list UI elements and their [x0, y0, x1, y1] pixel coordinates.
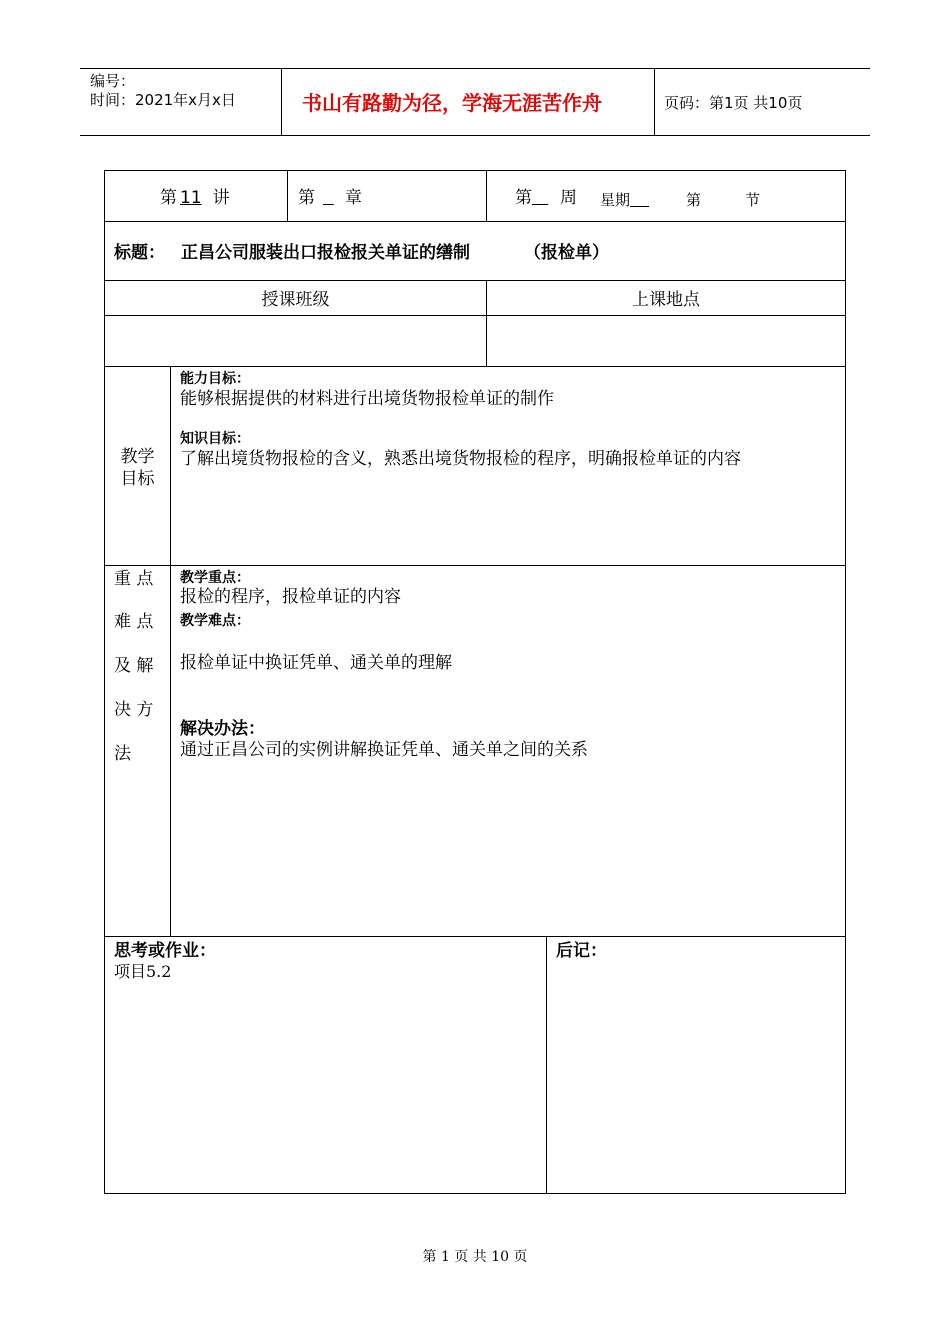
title-label: 标题： [114, 243, 165, 263]
col-sep-lecture-1 [287, 170, 288, 222]
postscript-label: 后记： [556, 941, 607, 961]
knowledge-label: 知识目标： [180, 431, 250, 447]
focus-text: 报检的程序，报检单证的内容 [180, 587, 401, 607]
table-top-border [104, 170, 846, 171]
class-label: 授课班级 [261, 290, 330, 310]
title-text: 正昌公司服装出口报检报关单证的缮制 [181, 243, 470, 263]
weekday-cell [600, 190, 664, 210]
keypoints-side-line-3: 及 解 [114, 656, 154, 676]
row-sep-title [104, 280, 846, 281]
footer-page-number: 第 1 页 共 10 页 [422, 1249, 528, 1265]
keypoints-side-line-4: 决 方 [114, 700, 154, 720]
ability-label: 能力目标： [180, 371, 250, 387]
col-sep-lecture-2 [486, 170, 487, 222]
row-sep-keypoints [104, 936, 846, 937]
goals-side-label-1: 教学 [120, 447, 155, 467]
chapter-cell [298, 188, 362, 208]
keypoints-side-line-5: 法 [114, 744, 131, 764]
lecture-cell [160, 188, 230, 208]
solution-label: 解决办法： [180, 719, 265, 739]
week-suffix: 周 [560, 188, 577, 208]
weekday-label: 星期 [600, 191, 631, 209]
week-cell [515, 188, 577, 208]
solution-text: 通过正昌公司的实例讲解换证凭单、通关单之间的关系 [180, 740, 588, 760]
difficulty-label: 教学难点： [180, 613, 250, 629]
keypoints-side-line-2: 难 点 [114, 612, 154, 632]
lecture-prefix: 第 [160, 188, 177, 208]
period-suffix: 节 [745, 191, 761, 209]
chapter-suffix: 章 [345, 188, 362, 208]
period-prefix: 第 [686, 191, 702, 209]
row-sep-class-value [104, 366, 846, 367]
col-sep-homework [546, 936, 547, 1194]
chapter-blank [323, 188, 345, 208]
header-bottom-rule [80, 135, 870, 136]
week-prefix: 第 [515, 188, 532, 208]
table-left-border [104, 170, 105, 1194]
homework-text: 项目5.2 [114, 962, 172, 981]
place-label: 上课地点 [632, 290, 700, 310]
goals-side-label-2: 目标 [120, 469, 155, 489]
header-top-rule [80, 68, 870, 69]
header-divider-2 [654, 68, 655, 136]
header-number-label: 编号： [90, 72, 136, 90]
row-sep-class-header [104, 315, 846, 316]
table-bottom-border [104, 1193, 846, 1194]
header-page-code: 页码：第1页 共10页 [664, 94, 803, 112]
row-sep-goals [104, 565, 846, 566]
keypoints-side-line-1: 重 点 [114, 569, 154, 589]
difficulty-text: 报检单证中换证凭单、通关单的理解 [180, 653, 452, 673]
table-right-border [845, 170, 846, 1194]
homework-label: 思考或作业： [114, 941, 216, 961]
lecture-suffix: 讲 [212, 188, 230, 208]
lecture-number: 11 [180, 188, 202, 208]
header-slogan: 书山有路勤为径，学海无涯苦作舟 [302, 91, 602, 115]
header-divider-1 [281, 68, 282, 136]
title-sub: （报检单） [524, 243, 609, 263]
chapter-prefix: 第 [298, 188, 315, 208]
knowledge-text: 了解出境货物报检的含义，熟悉出境货物报检的程序，明确报检单证的内容 [180, 449, 741, 469]
week-blank [532, 188, 560, 208]
header-time-label: 时间：2021年x月x日 [90, 91, 236, 109]
weekday-blank [630, 190, 664, 210]
ability-text: 能够根据提供的材料进行出境货物报检单证的制作 [180, 389, 554, 409]
row-sep-lecture [104, 221, 846, 222]
focus-label: 教学重点： [180, 570, 250, 586]
